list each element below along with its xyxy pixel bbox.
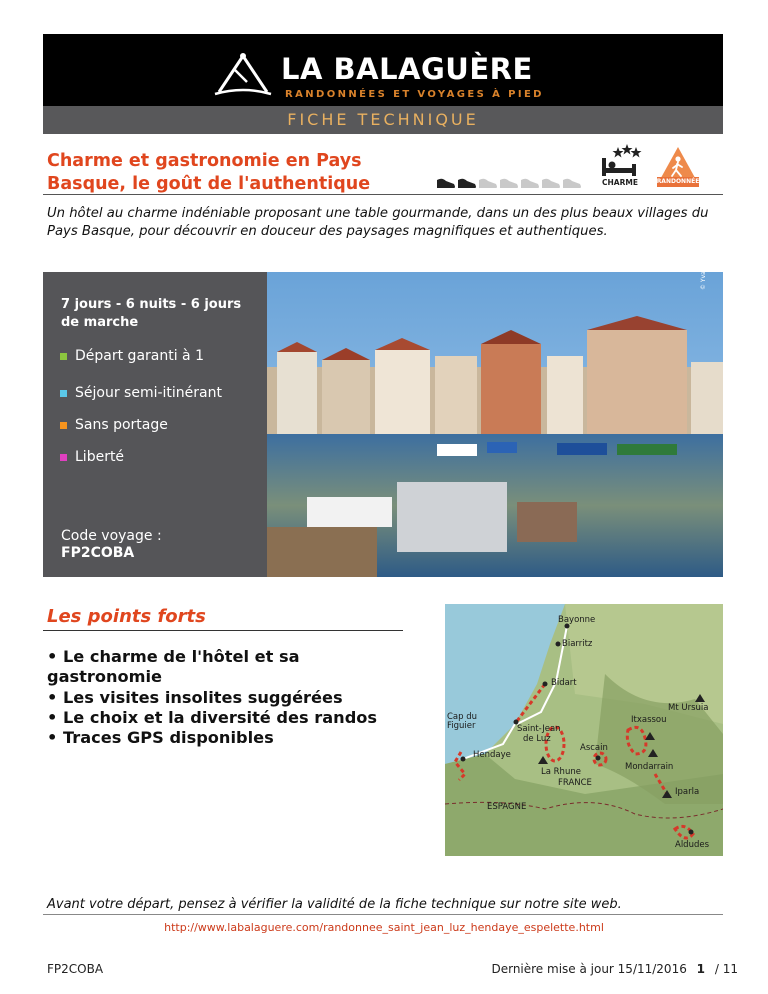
feature-bullet-green: [60, 353, 67, 360]
highlights-rule: [43, 630, 403, 631]
trip-url-link[interactable]: http://www.labalaguere.com/randonnee_saint_jean_luz_hendaye_espelette.html: [164, 921, 604, 934]
list-item: • Traces GPS disponibles: [47, 728, 274, 748]
map-label-france: FRANCE: [558, 778, 592, 788]
map-label-bayonne: Bayonne: [558, 615, 596, 625]
highlights-list: [47, 647, 397, 748]
boot-empty-icon: [563, 179, 581, 188]
feature-item: [60, 449, 124, 465]
boot-empty-icon: [542, 179, 560, 188]
trip-title: Charme et gastronomie en Pays Basque, le goût de l'authentique: [47, 151, 371, 194]
map-label-saint-jean-de-luz: de Luz: [523, 734, 551, 744]
map-label-espagne: ESPAGNE: [487, 802, 527, 812]
footer-trip-code: FP2COBA: [47, 962, 104, 976]
boot-filled-icon: [437, 179, 455, 188]
feature-bullet-magenta: [60, 454, 67, 461]
map-label-cap-du-figuier: Cap du: [447, 712, 478, 722]
trip-duration: 7 jours - 6 nuits - 6 jours de marche: [61, 297, 242, 330]
feature-bullet-cyan: [60, 390, 67, 397]
boot-empty-icon: [500, 179, 518, 188]
feature-bullet-orange: [60, 422, 67, 429]
boot-empty-icon: [521, 179, 539, 188]
footer-page-info: [491, 962, 738, 976]
mountain-logo-icon: [213, 50, 273, 98]
last-update: Dernière mise à jour 15/11/2016: [491, 962, 687, 976]
map-label-la-rhune: La Rhune: [541, 767, 581, 777]
map-label-mondarrain: Mondarrain: [625, 762, 674, 772]
trip-intro: Un hôtel au charme indéniable proposant une table gourmande, dans un des plus beaux villages du Pays Basque, pour découvrir en douceur des paysages magnifiques et authentiques.: [47, 206, 709, 239]
map-label-iparla: Iparla: [675, 787, 700, 797]
trip-summary-panel: [43, 272, 267, 577]
list-item: • Le charme de l'hôtel et sa gastronomie: [47, 647, 300, 687]
brand-tagline: RANDONNÉES ET VOYAGES À PIED: [285, 89, 544, 100]
page-number: 1: [696, 962, 706, 976]
feature-label: Séjour semi-itinérant: [75, 385, 222, 401]
list-item: • Le choix et la diversité des randos: [47, 707, 378, 727]
brand-name: LA BALAGUÈRE: [281, 52, 533, 86]
harbour-photo: [267, 272, 723, 577]
footer-rule: [43, 914, 723, 915]
map-label-ascain: Ascain: [580, 743, 608, 753]
map-label-mt-ursuia: Mt Ursuia: [668, 703, 709, 713]
map-label-hendaye: Hendaye: [473, 750, 511, 760]
boot-empty-icon: [479, 179, 497, 188]
doc-type-band: [43, 106, 723, 134]
map-label-biarritz: Biarritz: [562, 639, 593, 649]
trip-code-value: FP2COBA: [61, 545, 135, 561]
difficulty-boots: [437, 176, 587, 190]
validity-notice: Avant votre départ, pensez à vérifier la validité de la fiche technique sur notre site web.: [47, 897, 622, 912]
feature-item: [60, 417, 168, 433]
badge-rando-label: RANDONNÉE: [656, 178, 700, 185]
page-total: / 11: [714, 962, 738, 976]
trip-code-label: Code voyage :: [61, 528, 162, 544]
boot-filled-icon: [458, 179, 476, 188]
map-label-itxassou: Itxassou: [631, 715, 667, 725]
feature-label: Liberté: [75, 449, 125, 465]
badge-charme-label: CHARME: [602, 178, 638, 187]
title-rule: [43, 194, 723, 195]
feature-label: Départ garanti à 1: [75, 348, 204, 364]
photo-credit: © Yvann K - Fotolia: [700, 231, 707, 290]
feature-item: [60, 348, 204, 364]
map-label-aldudes: Aldudes: [675, 840, 710, 850]
route-map: [445, 604, 723, 856]
doc-type-label: FICHE TECHNIQUE: [287, 110, 479, 129]
feature-item: [60, 385, 222, 401]
map-label-cap-du-figuier: Figuier: [447, 721, 476, 731]
highlights-title: Les points forts: [47, 606, 206, 627]
list-item: • Les visites insolites suggérées: [47, 687, 343, 707]
map-label-saint-jean-de-luz: Saint-Jean: [517, 724, 561, 734]
feature-label: Sans portage: [75, 417, 168, 433]
map-label-bidart: Bidart: [551, 678, 577, 688]
